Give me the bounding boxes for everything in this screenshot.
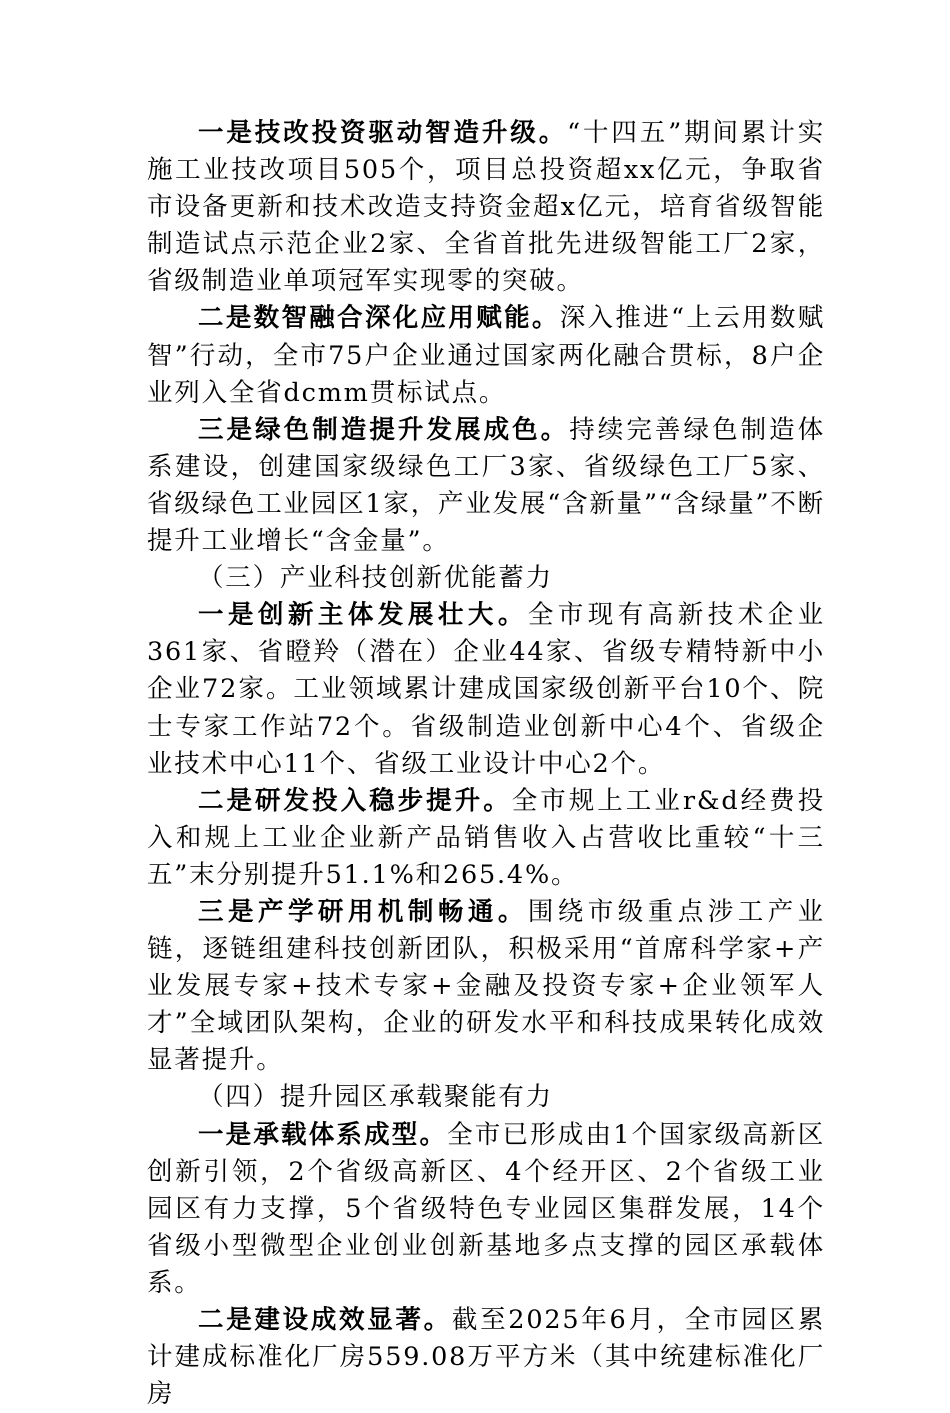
paragraph-text: 全市现有高新技术企业361家、省瞪羚（潜在）企业44家、省级专精特新中小企业72家。工业领域累计建成国家级创新平台10个、院士专家工作站72个。省级制造业创新中心4个、省级企业技术中心11个、省级工业设计中心2个。 bbox=[147, 600, 825, 779]
section-heading-4: （四）提升园区承载聚能有力 bbox=[198, 1082, 553, 1113]
paragraph-text: 深入推进“上云用数赋智”行动，全市75户企业通过国家两化融合贯标，8户企业列入全省dcmm贯标试点。 bbox=[147, 303, 825, 408]
paragraph-carrier-system bbox=[147, 1117, 825, 1302]
paragraph-construction-results bbox=[147, 1302, 825, 1413]
paragraph-innovation-entities bbox=[147, 597, 825, 782]
section-heading-3: （三）产业科技创新优能蓄力 bbox=[198, 563, 553, 594]
paragraph-lead: 三是绿色制造提升发展成色。 bbox=[198, 414, 570, 445]
paragraph-rd-investment bbox=[147, 783, 825, 894]
document-body bbox=[147, 115, 825, 1413]
paragraph-digital-integration bbox=[147, 300, 825, 411]
paragraph-lead: 一是创新主体发展壮大。 bbox=[198, 600, 528, 631]
paragraph-text: 截至2025年6月，全市园区累计建成标准化厂房559.08万平方米（其中统建标准化厂房 bbox=[147, 1305, 826, 1410]
paragraph-lead: 一是承载体系成型。 bbox=[198, 1119, 448, 1150]
paragraph-lead: 一是技改投资驱动智造升级。 bbox=[198, 118, 568, 148]
paragraph-lead: 二是建设成效显著。 bbox=[198, 1305, 452, 1335]
paragraph-lead: 二是数智融合深化应用赋能。 bbox=[198, 303, 560, 334]
paragraph-lead: 三是产学研用机制畅通。 bbox=[198, 896, 528, 927]
paragraph-text: 全市已形成由1个国家级高新区创新引领，2个省级高新区、4个经开区、2个省级工业园区有力支撑，5个省级特色专业园区集群发展，14个省级小型微型企业创业创新基地多点支撑的园区承载体系。 bbox=[147, 1119, 825, 1298]
paragraph-text: 围绕市级重点涉工产业链，逐链组建科技创新团队，积极采用“首席科学家+产业发展专家+技术专家+金融及投资专家+企业领军人才”全域团队架构，企业的研发水平和科技成果转化成效显著提升。 bbox=[147, 896, 825, 1076]
paragraph-text: 持续完善绿色制造体系建设，创建国家级绿色工厂3家、省级绿色工厂5家、省级绿色工业园区1家，产业发展“含新量”“含绿量”不断提升工业增长“含金量”。 bbox=[147, 414, 826, 557]
paragraph-industry-academia bbox=[147, 894, 825, 1079]
paragraph-tech-investment bbox=[147, 115, 825, 300]
paragraph-lead: 二是研发投入稳步提升。 bbox=[198, 785, 512, 816]
paragraph-text: “十四五”期间累计实施工业技改项目505个，项目总投资超xx亿元，争取省市设备更新和技术改造支持资金超x亿元，培育省级智能制造试点示范企业2家、全省首批先进级智能工厂2家，省级制造业单项冠军实现零的突破。 bbox=[147, 118, 825, 297]
paragraph-text: 全市规上工业r&d经费投入和规上工业企业新产品销售收入占营收比重较“十三五”末分别提升51.1%和265.4%。 bbox=[147, 785, 825, 890]
paragraph-green-manufacturing bbox=[147, 412, 825, 560]
